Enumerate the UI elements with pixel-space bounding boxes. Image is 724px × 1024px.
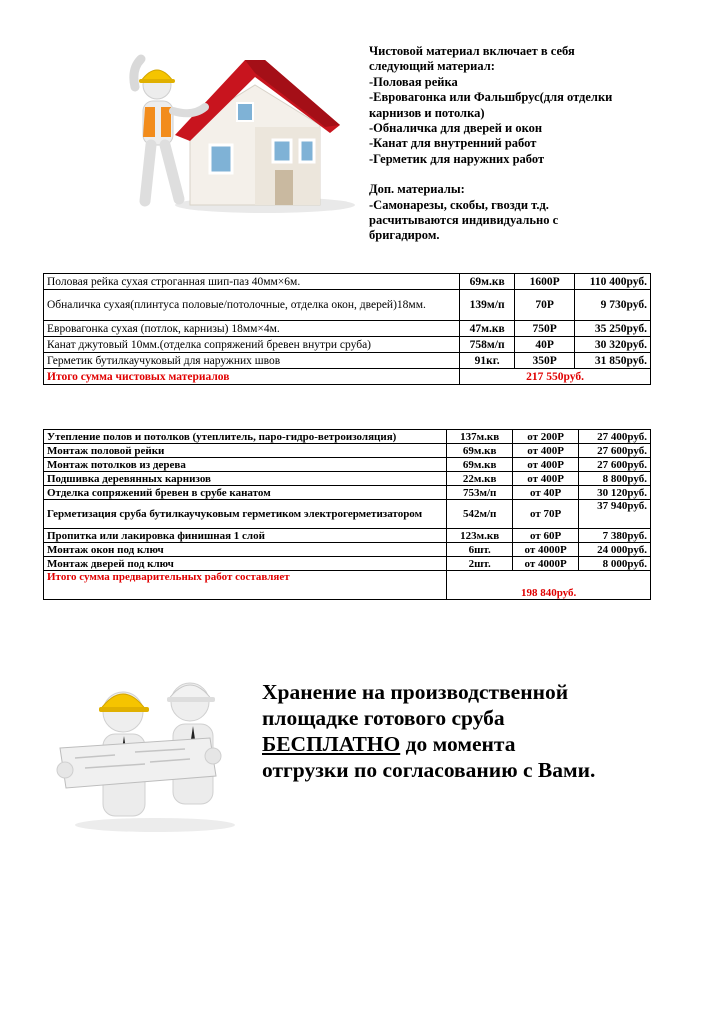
table-row — [44, 444, 651, 458]
table-row — [44, 274, 651, 290]
storage-line-rest: до момента — [400, 732, 516, 756]
house-worker-illustration — [115, 45, 355, 215]
intro-line: -Обналичка для дверей и окон — [369, 121, 543, 136]
table-row — [44, 543, 651, 557]
table-row — [44, 290, 651, 321]
item-price: от 400Р — [513, 444, 579, 458]
intro-line: Чистовой материал включает в себя — [369, 44, 575, 58]
item-name: Половая рейка сухая строганная шип-паз 40мм×6м. — [44, 274, 460, 290]
item-qty: 753м/п — [447, 486, 513, 500]
item-qty: 123м.кв — [447, 529, 513, 543]
item-price: от 4000Р — [513, 557, 579, 571]
item-name: Утепление полов и потолков (утеплитель, паро-гидро-ветроизоляция) — [44, 430, 447, 444]
item-total: 24 000руб. — [579, 543, 651, 557]
item-qty: 542м/п — [447, 500, 513, 529]
total-label: Итого сумма предварительных работ составляет — [44, 571, 447, 600]
item-price: от 60Р — [513, 529, 579, 543]
intro-line — [369, 167, 709, 182]
total-row — [44, 369, 651, 385]
table-row — [44, 486, 651, 500]
item-qty: 69м.кв — [460, 274, 515, 290]
workers-blueprint-illustration — [55, 670, 255, 835]
intro-line: -Самонарезы, скобы, гвозди т.д. — [369, 197, 549, 212]
item-total: 9 730руб. — [575, 290, 651, 321]
total-value: 217 550руб. — [460, 369, 651, 385]
item-name: Монтаж дверей под ключ — [44, 557, 447, 571]
intro-text — [369, 44, 709, 244]
item-total: 8 000руб. — [579, 557, 651, 571]
item-name: Монтаж половой рейки — [44, 444, 447, 458]
item-total: 7 380руб. — [579, 529, 651, 543]
item-price: 70Р — [515, 290, 575, 321]
total-label: Итого сумма чистовых материалов — [44, 369, 460, 385]
item-qty: 137м.кв — [447, 430, 513, 444]
table-row — [44, 321, 651, 337]
item-price: от 40Р — [513, 486, 579, 500]
item-price: 40Р — [515, 337, 575, 353]
item-qty: 47м.кв — [460, 321, 515, 337]
item-total: 35 250руб. — [575, 321, 651, 337]
item-qty: 2шт. — [447, 557, 513, 571]
item-price: 1600Р — [515, 274, 575, 290]
item-name: Герметик бутилкаучуковый для наружних швов — [44, 353, 460, 369]
free-highlight: БЕСПЛАТНО — [262, 732, 401, 756]
item-total: 27 400руб. — [579, 430, 651, 444]
item-total: 110 400руб. — [575, 274, 651, 290]
storage-line: отгрузки по согласованию с Вами. — [262, 758, 596, 782]
intro-line: бригадиром. — [369, 228, 440, 243]
item-total: 31 850руб. — [575, 353, 651, 369]
item-name: Подшивка деревянных карнизов — [44, 472, 447, 486]
item-qty: 69м.кв — [447, 444, 513, 458]
item-name: Монтаж потолков из дерева — [44, 458, 447, 472]
item-name: Обналичка сухая(плинтуса половые/потолочные, отделка окон, дверей)18мм. — [44, 290, 460, 321]
storage-notice — [262, 679, 702, 783]
item-qty: 91кг. — [460, 353, 515, 369]
item-name: Пропитка или лакировка финишная 1 слой — [44, 529, 447, 543]
item-qty: 69м.кв — [447, 458, 513, 472]
total-value: 198 840руб. — [447, 571, 651, 600]
intro-line: расчитываются индивидуально с — [369, 213, 559, 228]
intro-line: следующий материал: — [369, 59, 495, 74]
item-price: от 70Р — [513, 500, 579, 529]
table-row — [44, 529, 651, 543]
item-qty: 758м/п — [460, 337, 515, 353]
storage-line: площадке готового сруба — [262, 706, 505, 730]
intro-line: -Евровагонка или Фальшбрус(для отделки — [369, 90, 613, 105]
item-price: от 400Р — [513, 472, 579, 486]
table-row — [44, 472, 651, 486]
item-qty: 139м/п — [460, 290, 515, 321]
materials-table — [43, 273, 651, 385]
item-price: от 400Р — [513, 458, 579, 472]
intro-line: карнизов и потолка) — [369, 105, 485, 120]
item-total: 30 320руб. — [575, 337, 651, 353]
item-price: 350Р — [515, 353, 575, 369]
table-row — [44, 430, 651, 444]
table-row — [44, 557, 651, 571]
item-price: от 4000Р — [513, 543, 579, 557]
table-row — [44, 337, 651, 353]
storage-line — [262, 731, 702, 757]
item-price: от 200Р — [513, 430, 579, 444]
item-price: 750Р — [515, 321, 575, 337]
intro-line: -Половая рейка — [369, 74, 458, 89]
item-name: Отделка сопряжений бревен в срубе канатом — [44, 486, 447, 500]
total-row — [44, 571, 651, 600]
intro-line: -Канат для внутренний работ — [369, 136, 537, 151]
item-total: 27 600руб. — [579, 444, 651, 458]
item-name: Евровагонка сухая (потлок, карнизы) 18мм×4м. — [44, 321, 460, 337]
intro-line: -Герметик для наружних работ — [369, 151, 545, 166]
item-total: 30 120руб. — [579, 486, 651, 500]
item-name: Монтаж окон под ключ — [44, 543, 447, 557]
intro-line: Доп. материалы: — [369, 182, 465, 197]
table-row — [44, 458, 651, 472]
item-total: 27 600руб. — [579, 458, 651, 472]
item-qty: 6шт. — [447, 543, 513, 557]
works-table — [43, 429, 651, 600]
item-name: Герметизация сруба бутилкаучуковым герметиком электрогерметизатором — [44, 500, 447, 529]
storage-line: Хранение на производственной — [262, 680, 569, 704]
table-row — [44, 353, 651, 369]
item-qty: 22м.кв — [447, 472, 513, 486]
table-row — [44, 500, 651, 529]
item-total: 8 800руб. — [579, 472, 651, 486]
item-total: 37 940руб. — [579, 500, 651, 529]
item-name: Канат джутовый 10мм.(отделка сопряжений бревен внутри сруба) — [44, 337, 460, 353]
